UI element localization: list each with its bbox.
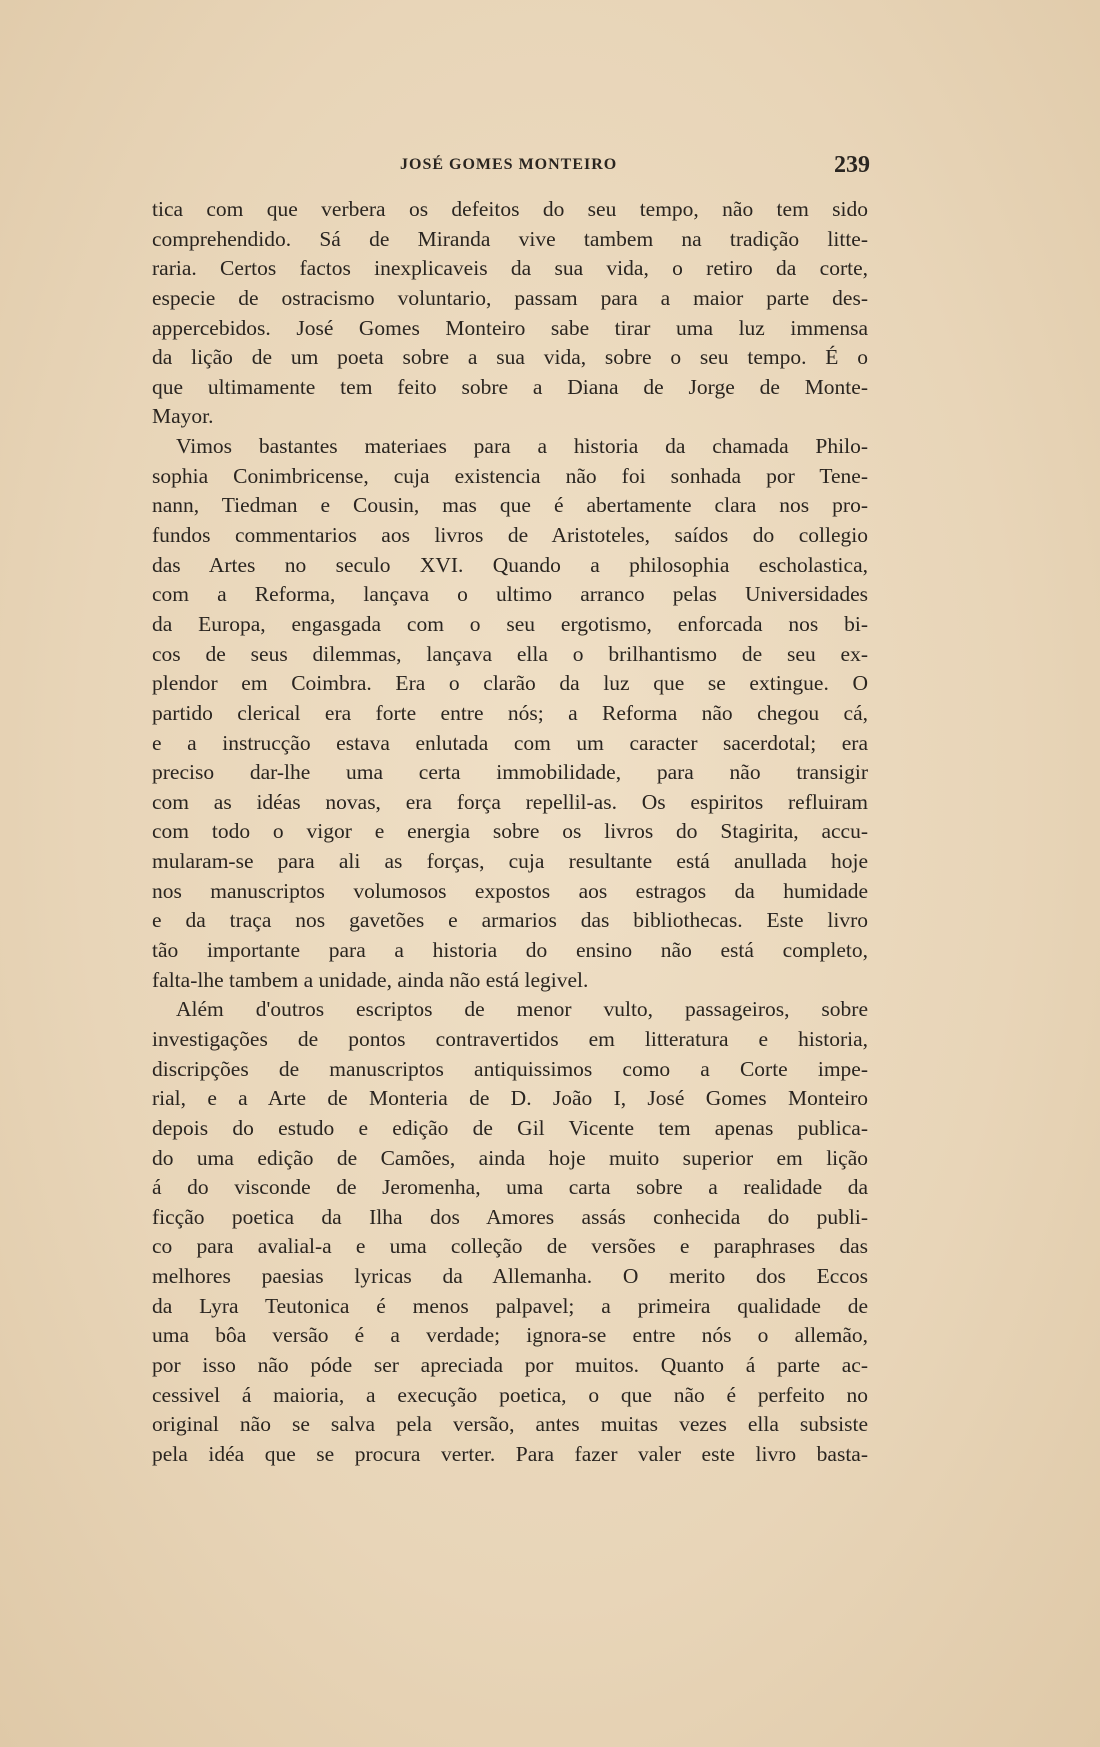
text-line: das Artes no seculo XVI. Quando a philosophia escholastica,	[152, 552, 868, 577]
page-header	[150, 152, 870, 182]
text-line: que ultimamente tem feito sobre a Diana de Jorge de Monte-	[152, 374, 868, 399]
text-line: partido clerical era forte entre nós; a Reforma não chegou cá,	[152, 700, 868, 725]
text-line: preciso dar-lhe uma certa immobilidade, para não transigir	[152, 760, 868, 785]
text-line: co para avalial-a e uma colleção de versões e paraphrases das	[152, 1234, 868, 1259]
text-line: depois do estudo e edição de Gil Vicente tem apenas publica-	[152, 1115, 868, 1140]
text-line: Mayor.	[152, 404, 214, 429]
text-line: mularam-se para ali as forças, cuja resultante está anullada hoje	[152, 849, 868, 874]
text-line: por isso não póde ser apreciada por muitos. Quanto á parte ac-	[152, 1352, 868, 1377]
text-line: rial, e a Arte de Monteria de D. João I, José Gomes Monteiro	[152, 1086, 868, 1111]
text-line: tica com que verbera os defeitos do seu tempo, não tem sido	[152, 197, 868, 221]
text-line: uma bôa versão é a verdade; ignora-se entre nós o allemão,	[152, 1323, 868, 1348]
text-line: com as idéas novas, era força repellil-as. Os espiritos refluiram	[152, 789, 868, 814]
text-line: plendor em Coimbra. Era o clarão da luz que se extingue. O	[152, 671, 868, 696]
text-line: da Europa, engasgada com o seu ergotismo, enforcada nos bi-	[152, 611, 868, 636]
body-text	[152, 195, 868, 1470]
text-line: melhores paesias lyricas da Allemanha. O merito dos Eccos	[152, 1264, 868, 1289]
text-line: da lição de um poeta sobre a sua vida, sobre o seu tempo. É o	[152, 345, 868, 370]
text-line: com todo o vigor e energia sobre os livros do Stagirita, accu-	[152, 819, 868, 844]
text-line: com a Reforma, lançava o ultimo arranco pelas Universidades	[152, 582, 868, 607]
text-line: nos manuscriptos volumosos expostos aos estragos da humidade	[152, 878, 868, 903]
text-line: á do visconde de Jeromenha, uma carta sobre a realidade da	[152, 1175, 868, 1200]
text-line: cessivel á maioria, a execução poetica, o que não é perfeito no	[152, 1382, 868, 1407]
text-line: ficção poetica da Ilha dos Amores assás conhecida do publi-	[152, 1204, 868, 1229]
text-line: cos de seus dilemmas, lançava ella o brilhantismo de seu ex-	[152, 641, 868, 666]
text-line: do uma edição de Camões, ainda hoje muito superior em lição	[152, 1145, 868, 1170]
text-line: e a instrucção estava enlutada com um caracter sacerdotal; era	[152, 730, 868, 755]
text-line: comprehendido. Sá de Miranda vive tambem na tradição litte-	[152, 226, 868, 251]
text-line: appercebidos. José Gomes Monteiro sabe tirar uma luz immensa	[152, 315, 868, 340]
text-line: Vimos bastantes materiaes para a historia da chamada Philo-	[176, 434, 868, 459]
text-line: falta-lhe tambem a unidade, ainda não está legivel.	[152, 967, 589, 992]
text-line: raria. Certos factos inexplicaveis da sua vida, o retiro da corte,	[152, 256, 868, 281]
text-line: e da traça nos gavetões e armarios das bibliothecas. Este livro	[152, 908, 868, 933]
text-line: Além d'outros escriptos de menor vulto, passageiros, sobre	[176, 997, 868, 1022]
text-line: pela idéa que se procura verter. Para fazer valer este livro basta-	[152, 1441, 868, 1466]
text-line: especie de ostracismo voluntario, passam para a maior parte des-	[152, 285, 868, 310]
text-line: original não se salva pela versão, antes muitas vezes ella subsiste	[152, 1412, 868, 1437]
text-line: fundos commentarios aos livros de Aristoteles, saídos do collegio	[152, 523, 868, 548]
text-line: discripções de manuscriptos antiquissimos como a Corte impe-	[152, 1056, 868, 1081]
text-line: tão importante para a historia do ensino não está completo,	[152, 938, 868, 963]
text-line: nann, Tiedman e Cousin, mas que é abertamente clara nos pro-	[152, 493, 868, 518]
text-line: investigações de pontos contravertidos em litteratura e historia,	[152, 1026, 868, 1051]
running-title: JOSÉ GOMES MONTEIRO	[400, 156, 618, 173]
text-line: da Lyra Teutonica é menos palpavel; a primeira qualidade de	[152, 1293, 868, 1318]
page-number: 239	[834, 152, 870, 178]
text-line: sophia Conimbricense, cuja existencia não foi sonhada por Tene-	[152, 463, 868, 488]
